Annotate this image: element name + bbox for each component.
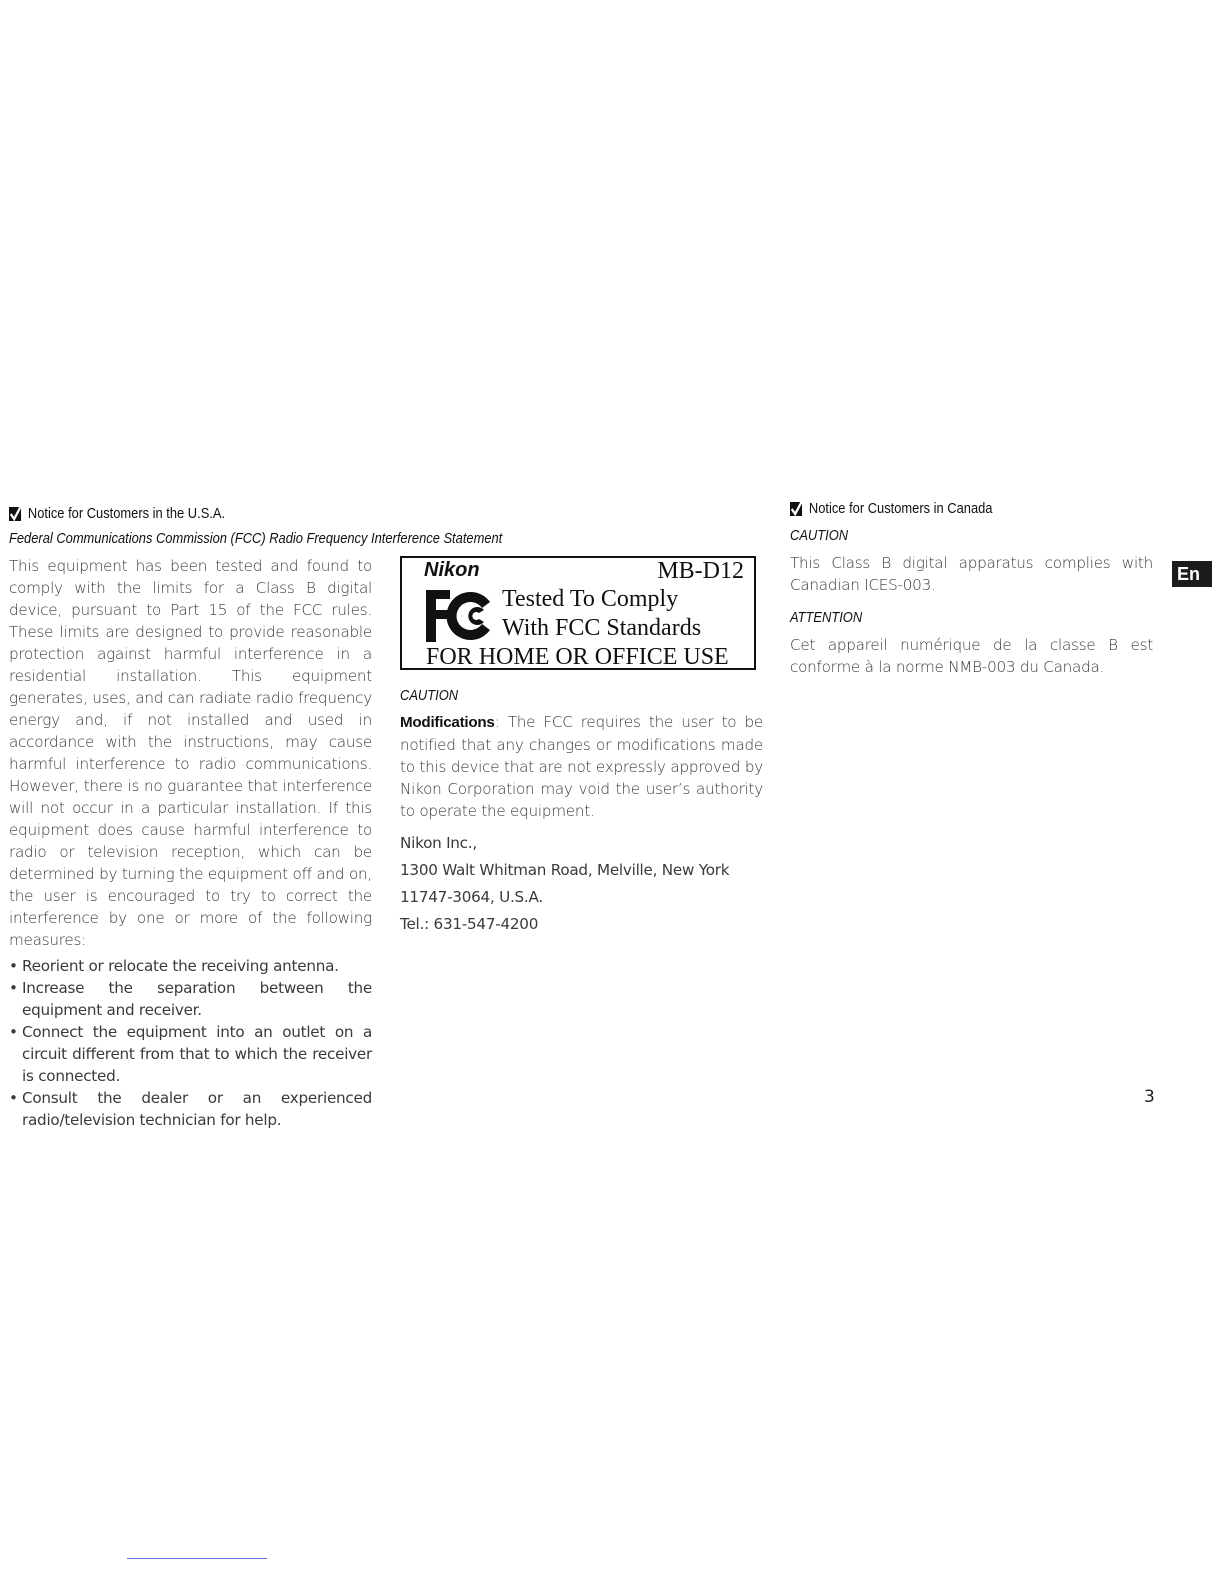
fcc-statement-title: Federal Communications Commission (FCC) Radio Frequency Interference Statement: [9, 530, 503, 547]
model-number: MB-D12: [657, 558, 744, 584]
list-item: • Increase the separation between the equipment and receiver.: [9, 977, 372, 1021]
modifications-paragraph: [400, 711, 763, 822]
fcc-usage-line: FOR HOME OR OFFICE USE: [426, 644, 729, 670]
list-item: • Consult the dealer or an experienced radio/television technician for help.: [9, 1087, 372, 1131]
fcc-standards-line: With FCC Standards: [502, 615, 702, 641]
usa-notice-heading: [9, 505, 225, 522]
zip-country: 11747-3064, U.S.A.: [400, 888, 543, 906]
usa-notice-title: Notice for Customers in the U.S.A.: [27, 505, 226, 522]
fcc-logo-icon: [424, 588, 498, 644]
canada-attention-text: Cet appareil numérique de la classe B est conforme à la norme NMB-003 du Canada.: [790, 636, 1153, 676]
checkmark-icon: [9, 507, 21, 521]
usa-notice-column: [9, 555, 372, 1131]
canada-notice-title: Notice for Customers in Canada: [808, 500, 993, 517]
list-item: • Connect the equipment into an outlet on a circuit different from that to which the receiver is connected.: [9, 1021, 372, 1087]
canada-attention-title: ATTENTION: [790, 609, 863, 626]
nikon-address-block: [400, 830, 763, 938]
list-item: • Reorient or relocate the receiving antenna.: [9, 955, 372, 977]
modifications-label: Modifications: [400, 714, 495, 731]
fcc-tested-line: Tested To Comply: [502, 586, 679, 612]
checkmark-icon: [790, 502, 802, 516]
modifications-text: : The FCC requires the user to be notified that any changes or modifications made to this device that are not expressly approved by Nikon Corporation may void the user’s authority to operate the equipment.: [400, 713, 763, 820]
nikon-brand-logo: Nikon: [424, 559, 480, 581]
fcc-statement-body: This equipment has been tested and found to comply with the limits for a Class B digital device, pursuant to Part 15 of the FCC rules. These limits are designed to provide reasonable protection against harmful interference in a residential installation. This equipment generates, uses, and can radiate radio frequency energy and, if not installed and used in accordance with the instructions, may cause harmful interference to radio communications. However, there is no guarantee that interference will not occur in a particular installation. If this equipment does cause harmful interference to radio or television reception, which can be determined by turning the equipment off and on, the user is encouraged to try to correct the interference by one or more of the following measures:: [9, 557, 372, 949]
canada-caution-text: This Class B digital apparatus complies with Canadian ICES-003.: [790, 554, 1153, 594]
scan-artifact-line: [127, 1558, 267, 1559]
canada-caution-title: CAUTION: [790, 527, 849, 544]
page-number: 3: [1144, 1087, 1155, 1107]
usa-caution-title: CAUTION: [400, 687, 459, 704]
company-name: Nikon Inc.,: [400, 834, 477, 852]
measures-list: [9, 955, 372, 1131]
canada-notice-heading: [790, 500, 992, 517]
language-tab: En: [1172, 561, 1212, 587]
telephone: Tel.: 631-547-4200: [400, 915, 539, 933]
street-address: 1300 Walt Whitman Road, Melville, New York: [400, 861, 730, 879]
fcc-compliance-label: [400, 556, 756, 670]
